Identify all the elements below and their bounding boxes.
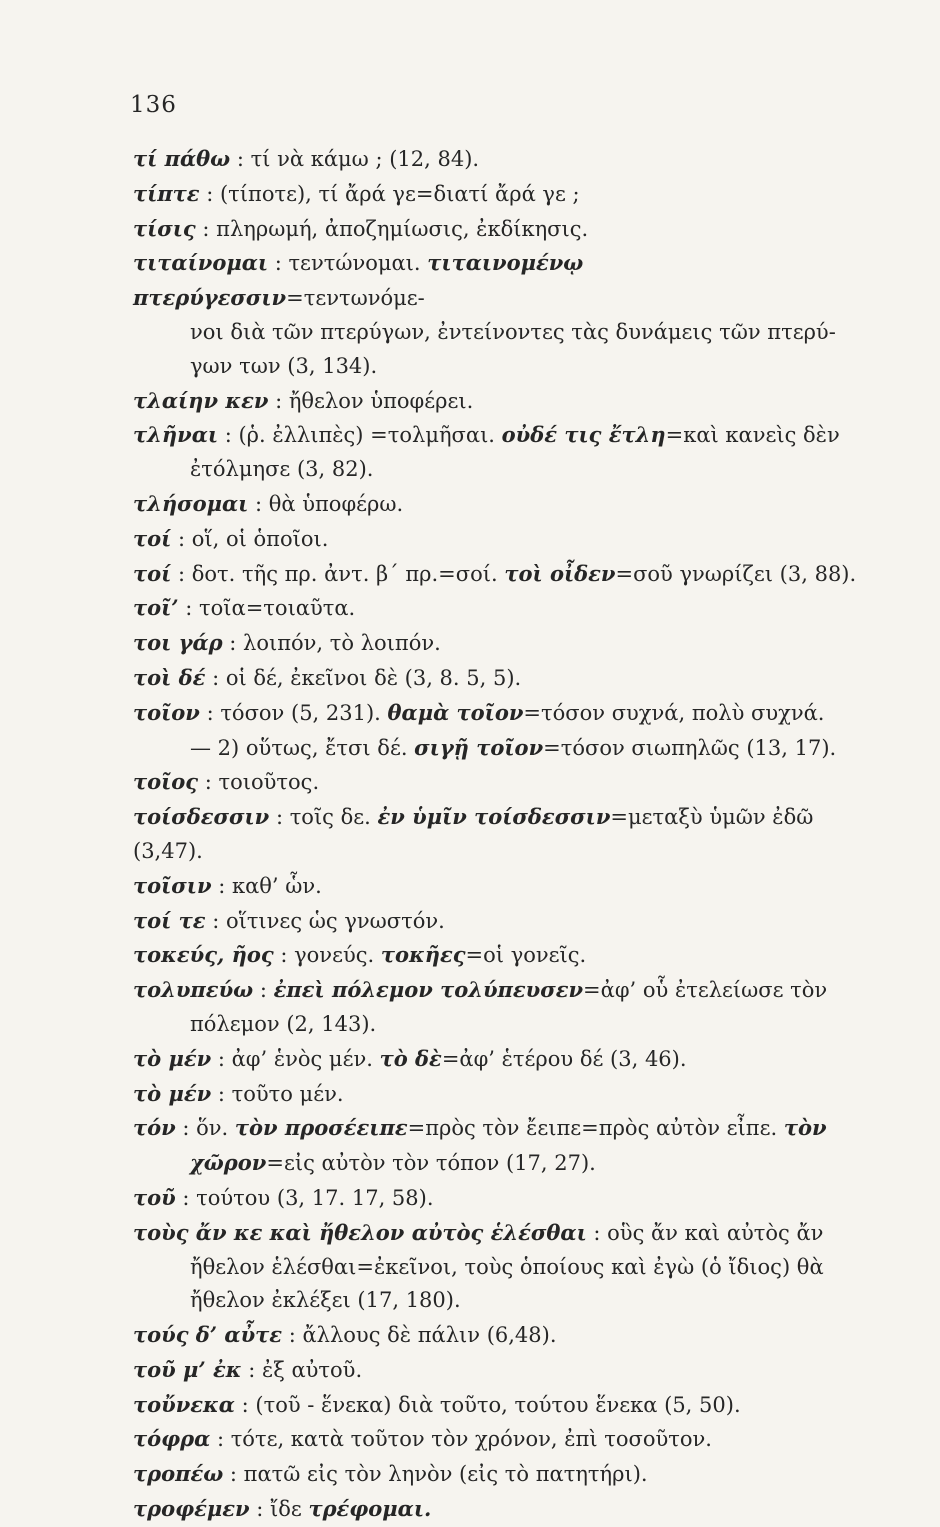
headword: τοῦ μ’ ἐκ [133,1356,242,1382]
dictionary-entry [133,973,873,1042]
dictionary-entry [133,1111,873,1181]
definition-text: ἤθελον ἐκλέξει (17, 180). [190,1288,461,1313]
entry-continuation-line [133,1284,873,1318]
glossary-entries [133,142,873,1527]
definition-text: : οἱ δέ, ἐκεῖνοι δὲ (3, 8. 5, 5). [205,665,522,690]
entry-continuation-line [133,1146,873,1181]
definition-text: : [253,978,274,1003]
dictionary-entry [133,1492,873,1527]
definition-text: πόλεμον (2, 143). [190,1011,377,1036]
entry-continuation-line [133,731,873,766]
example-phrase: τιταινομένῳ πτερύγεσσιν [133,250,584,311]
example-phrase: τὸν προσέειπε [234,1115,408,1141]
headword: τοὔνεκα [133,1391,235,1417]
definition-text: : οἵτινες ὡς γνωστόν. [205,908,445,933]
dictionary-entry [133,661,873,696]
definition-text: =πρὸς τὸν ἔειπε=πρὸς αὐτὸν εἶπε. [407,1116,784,1141]
dictionary-entry [133,800,873,869]
definition-text: : (τίποτε), τί ἄρά γε=διατί ἄρά γε ; [199,181,580,206]
dictionary-entry [133,1318,873,1353]
dictionary-entry [133,626,873,661]
dictionary-entry [133,384,873,419]
headword: τοὺς ἄν κε καὶ ἤθελον αὐτὸς ἑλέσθαι [133,1219,587,1245]
dictionary-entry [133,142,873,177]
definition-text: : ἤθελον ὑποφέρει. [268,388,474,413]
headword: τροφέμεν [133,1496,250,1522]
entry-continuation-line [133,316,873,350]
definition-text: : θὰ ὑποφέρω. [248,491,404,516]
definition-text: : οἵ, οἱ ὁποῖοι. [171,526,329,551]
example-phrase: τοὶ οἶδεν [504,560,616,586]
headword: τούς δ’ αὖτε [133,1322,283,1348]
headword: τοῖος [133,769,199,795]
headword: τοῖον [133,699,200,725]
headword: τοῦ [133,1184,176,1210]
example-phrase: οὐδέ τις ἔτλη [501,422,666,448]
example-phrase: σιγῇ τοῖον [414,734,544,760]
dictionary-entry [133,177,873,212]
dictionary-entry [133,1388,873,1423]
definition-text: : τοῖα=τοιαῦτα. [178,596,356,621]
headword: τολυπεύω [133,977,254,1003]
definition-text: : ἐξ αὐτοῦ. [241,1357,363,1382]
definition-text: =καὶ κανεὶς δὲν [665,423,840,448]
headword: τλαίην κεν [133,387,269,413]
definition-text: =οἱ γονεῖς. [465,943,587,968]
dictionary-entry [133,246,873,383]
example-phrase: τοκῆες [380,942,466,968]
definition-text: : (τοῦ - ἕνεκα) διὰ τοῦτο, τούτου ἕνεκα (5, 50). [234,1392,741,1417]
definition-text: : λοιπόν, τὸ λοιπόν. [222,631,441,656]
definition-text: : ἄλλους δὲ πάλιν (6,48). [282,1323,557,1348]
headword: τοὶ δέ [133,664,206,690]
definition-text: : τοῖς δε. [269,805,378,830]
headword: τοίσδεσσιν [133,804,270,830]
entry-continuation-line [133,453,873,487]
definition-text: =εἰς αὐτὸν τὸν τόπον (17, 27). [266,1151,596,1176]
definition-text: ἐτόλμησε (3, 82). [190,457,374,482]
headword: τοί [133,560,172,586]
headword: τόν [133,1115,176,1141]
example-phrase: ἐπεὶ πόλεμον τολύπευσεν [273,977,584,1003]
page-number: 136 [130,92,177,118]
dictionary-entry [133,696,873,766]
definition-text: — 2) οὕτως, ἔτσι δέ. [190,735,415,760]
dictionary-entry [133,1077,873,1112]
dictionary-entry [133,1353,873,1388]
dictionary-entry [133,869,873,904]
headword: τοί [133,525,172,551]
headword: τοι γάρ [133,630,223,656]
headword: τὸ μέν [133,1045,212,1071]
dictionary-entry [133,1457,873,1492]
dictionary-entry [133,418,873,487]
dictionary-entry [133,1216,873,1318]
example-phrase: ἐν ὑμῖν τοίσδεσσιν [377,804,611,830]
headword: τοῖσιν [133,872,212,898]
definition-text: =ἀφ’ οὗ ἐτελείωσε τὸν [583,978,828,1003]
dictionary-entry [133,765,873,800]
definition-text: =τόσον συχνά, πολὺ συχνά. [523,700,825,725]
definition-text: =ἀφ’ ἑτέρου δέ (3, 46). [441,1046,687,1071]
definition-text: : ἴδε [249,1497,309,1522]
headword: τοί τε [133,907,206,933]
definition-text: : τόσον (5, 231). [199,700,388,725]
dictionary-entry [133,591,873,626]
example-phrase: χῶρον [190,1150,267,1176]
headword: τοκεύς, ῆος [133,942,274,968]
definition-text: ἤθελον ἑλέσθαι=ἐκεῖνοι, τοὺς ὁποίους καὶ ἐγὼ (ὁ ἴδιος) θὰ [190,1254,824,1279]
headword: τόφρα [133,1426,211,1452]
definition-text: =σοῦ γνωρίζει (3, 88). [615,561,857,586]
definition-text: =τόσον σιωπηλῶς (13, 17). [543,735,837,760]
definition-text: : τούτου (3, 17. 17, 58). [175,1185,434,1210]
headword: τίπτε [133,180,200,206]
dictionary-entry [133,522,873,557]
definition-text: γων των (3, 134). [190,353,378,378]
dictionary-entry [133,1181,873,1216]
definition-text: : καθ’ ὧν. [211,873,322,898]
definition-text: =τεντωνόμε- [286,286,425,311]
headword: τίσις [133,215,196,241]
dictionary-entry [133,1042,873,1077]
definition-text: : πληρωμή, ἀποζημίωσις, ἐκδίκησις. [195,216,589,241]
definition-text: νοι διὰ τῶν πτερύγων, ἐντείνοντες τὰς δυνάμεις τῶν πτερύ- [190,319,836,344]
headword: τιταίνομαι [133,250,269,276]
definition-text: : (ῥ. ἐλλιπὲς) =τολμῆσαι. [218,423,502,448]
entry-continuation-line [133,350,873,384]
example-phrase: τὸν [783,1115,827,1141]
entry-continuation-line [133,1008,873,1042]
headword: τοῖ’ [133,595,179,621]
headword: τλήσομαι [133,490,249,516]
definition-text: =μεταξὺ ὑμῶν ἐδῶ (3,47). [133,805,814,863]
definition-text: : τοιοῦτος. [198,770,320,795]
definition-text: : τί νὰ κάμω ; (12, 84). [230,147,480,171]
entry-continuation-line [133,1251,873,1285]
dictionary-entry [133,938,873,973]
example-phrase: θαμὰ τοῖον [387,699,524,725]
definition-text: : τεντώνομαι. [268,251,428,276]
dictionary-entry [133,904,873,939]
definition-text: : ἀφ’ ἑνὸς μέν. [211,1046,380,1071]
definition-text: : γονεύς. [273,943,381,968]
headword: τροπέω [133,1461,224,1487]
dictionary-entry [133,1422,873,1457]
headword: τλῆναι [133,422,219,448]
headword: τί πάθω [133,146,231,171]
dictionary-entry [133,557,873,592]
definition-text: : δοτ. τῆς πρ. ἀντ. β΄ πρ.=σοί. [171,561,505,586]
definition-text: : οὓς ἄν καὶ αὐτὸς ἄν [586,1220,824,1245]
example-phrase: τρέφομαι. [308,1496,432,1522]
example-phrase: τὸ δὲ [379,1045,442,1071]
definition-text: : ὅν. [175,1116,235,1141]
headword: τὸ μέν [133,1080,212,1106]
dictionary-entry [133,487,873,522]
definition-text: : τότε, κατὰ τοῦτον τὸν χρόνον, ἐπὶ τοσοῦτον. [210,1427,712,1452]
dictionary-entry [133,212,873,247]
definition-text: : πατῶ εἰς τὸν ληνὸν (εἰς τὸ πατητήρι). [223,1462,648,1487]
definition-text: : τοῦτο μέν. [211,1081,344,1106]
